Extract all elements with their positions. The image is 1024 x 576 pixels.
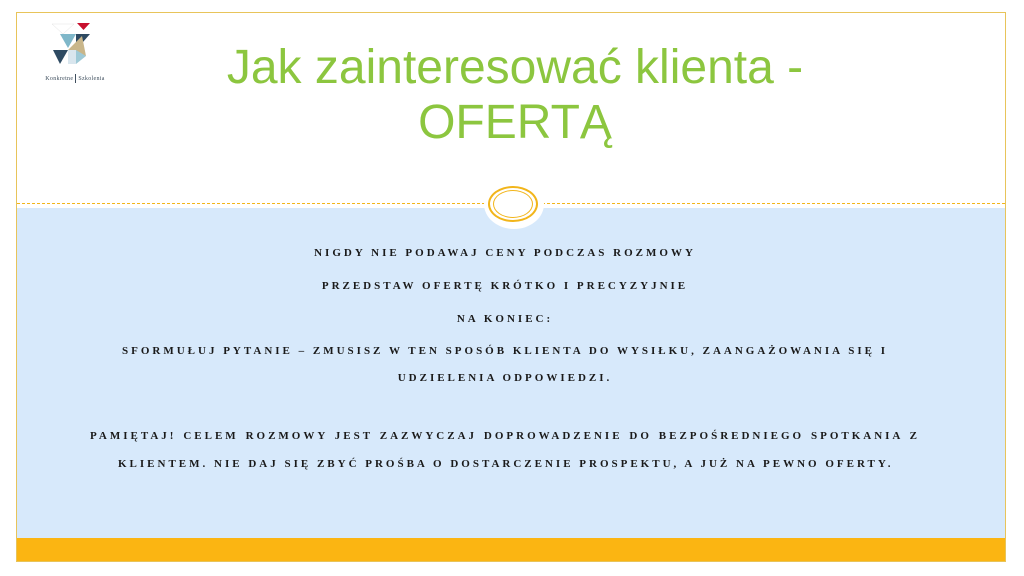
footer-band (17, 538, 1005, 561)
content-line-4: SFORMUŁUJ PYTANIE – ZMUSISZ W TEN SPOSÓB KLIENTA DO WYSIŁKU, ZAANGAŻOWANIA SIĘ I UDZIELENIA ODPOWIEDZI. (122, 345, 888, 384)
logo-caption (30, 74, 120, 83)
content-line-2: PRZEDSTAW OFERTĘ KRÓTKO I PRECYZYJNIE (321, 280, 689, 292)
logo-separator (75, 74, 76, 83)
logo-word-2: Szkolenia (78, 75, 105, 82)
content-line-1: NIGDY NIE PODAWAJ CENY PODCZAS ROZMOWY (314, 247, 696, 259)
content-line-3: NA KONIEC: (456, 313, 554, 325)
content-paragraph: PAMIĘTAJ! CELEM ROZMOWY JEST ZAZWYCZAJ DOPROWADZENIE DO BEZPOŚREDNIEGO SPOTKANIA Z KLIENTEM. NIE DAJ SIĘ ZBYĆ PROŚBA O DOSTARCZENIE PROSPEKTU, A JUŻ NA PEWNO OFERTY. (90, 430, 920, 470)
slide-title (120, 40, 910, 150)
oval-ornament-inner-icon (493, 190, 533, 218)
slide-content (90, 246, 920, 478)
title-line-1: Jak zainteresować klienta - (226, 41, 804, 94)
logo-word-1: Konkretne (45, 75, 74, 82)
title-line-2: OFERTĄ (418, 96, 612, 149)
